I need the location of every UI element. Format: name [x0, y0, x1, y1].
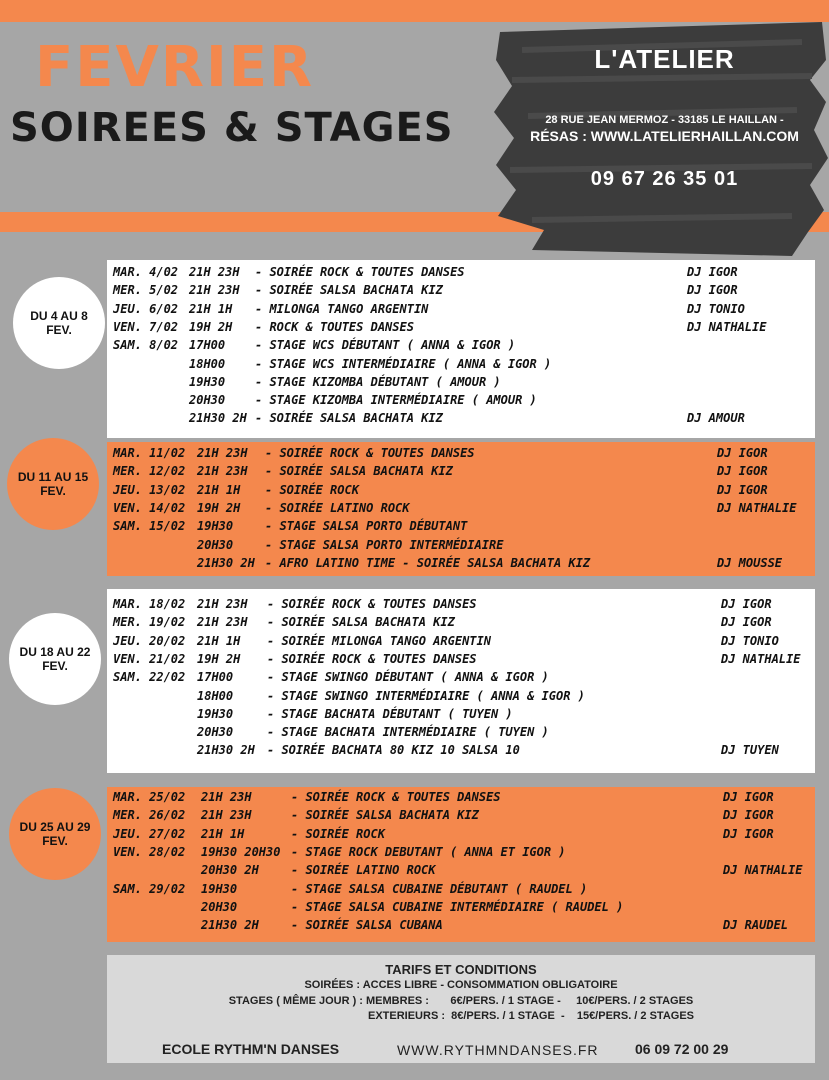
event-dj: DJ IGOR [721, 597, 772, 611]
event-dj: DJ IGOR [687, 283, 738, 298]
event-time: 18H00 [189, 356, 226, 371]
event-description: - STAGE SWINGO INTERMÉDIAIRE ( ANNA & IGOR ) [267, 688, 585, 703]
tarifs-stages-members: STAGES ( MÊME JOUR ) : MEMBRES : 6€/PERS. / 1 STAGE - 10€/PERS. / 2 STAGES [228, 995, 694, 1007]
event-description: - STAGE KIZOMBA INTERMÉDIAIRE ( AMOUR ) [255, 393, 537, 408]
event-day: SAM. 8/02 [113, 338, 179, 353]
event-time: 21H 23H [189, 265, 240, 279]
schedule-row [107, 462, 815, 480]
week-label-dates: DU 11 AU 15 [17, 470, 89, 484]
venue-booking-site[interactable]: RÉSAS : WWW.LATELIERHAILLAN.COM [530, 128, 799, 144]
event-dj: DJ RAUDEL [723, 918, 789, 933]
event-time: 21H 23H [189, 283, 240, 298]
week-label-month: FEV. [40, 484, 66, 498]
event-day: JEU. 20/02 [113, 633, 186, 648]
week-label-month: FEV. [46, 323, 72, 337]
event-time: 21H30 2H [197, 743, 255, 758]
event-dj: DJ TONIO [687, 301, 745, 316]
event-day: JEU. 27/02 [113, 826, 186, 841]
event-time: 19H 2H [189, 319, 233, 334]
event-time: 21H 23H [197, 464, 248, 479]
schedule-row [107, 281, 815, 299]
schedule-row [107, 898, 815, 916]
event-description: - STAGE SALSA PORTO DÉBUTANT [265, 519, 468, 534]
schedule-row [107, 668, 815, 686]
event-day: VEN. 28/02 [113, 844, 186, 859]
week-label-3 [9, 613, 101, 705]
venue-address: 28 RUE JEAN MERMOZ - 33185 LE HAILLAN - [545, 114, 784, 126]
event-time: 17H00 [197, 670, 234, 685]
event-description: - STAGE ROCK DEBUTANT ( ANNA ET IGOR ) [291, 844, 566, 859]
event-time: 21H 23H [201, 808, 252, 823]
event-dj: DJ TUYEN [721, 743, 779, 758]
event-description: - SOIRÉE ROCK & TOUTES DANSES [255, 265, 465, 279]
schedule-row [107, 444, 815, 462]
event-dj: DJ IGOR [717, 446, 768, 460]
week-label-month: FEV. [42, 834, 68, 848]
schedule-row [107, 536, 815, 554]
week-label-dates: DU 4 AU 8 [30, 309, 88, 323]
schedule-row [107, 336, 815, 354]
event-day: MER. 12/02 [113, 464, 186, 479]
event-day: SAM. 22/02 [113, 670, 186, 685]
event-dj: DJ IGOR [717, 464, 768, 479]
week-label-2 [7, 438, 99, 530]
event-time: 19H 2H [197, 500, 241, 515]
event-dj: DJ IGOR [723, 790, 774, 804]
event-dj: DJ IGOR [717, 482, 768, 497]
event-day: MER. 26/02 [113, 808, 186, 823]
event-description: - SOIRÉE SALSA BACHATA KIZ [255, 411, 443, 426]
event-description: - SOIRÉE LATINO ROCK [265, 500, 410, 515]
week-label-dates: DU 25 AU 29 [19, 820, 91, 834]
event-description: - STAGE BACHATA INTERMÉDIAIRE ( TUYEN ) [267, 725, 549, 740]
schedule-row [107, 825, 815, 843]
event-time: 19H 2H [197, 651, 241, 666]
event-description: - STAGE SALSA PORTO INTERMÉDIAIRE [265, 537, 504, 552]
event-time: 19H30 [189, 374, 226, 389]
event-day: MAR. 11/02 [113, 446, 186, 460]
schedule-row [107, 554, 815, 572]
event-day: VEN. 14/02 [113, 500, 186, 515]
schedule-row [107, 355, 815, 373]
schedule-row [107, 318, 815, 336]
event-description: - STAGE BACHATA DÉBUTANT ( TUYEN ) [267, 706, 513, 721]
event-dj: DJ IGOR [723, 826, 774, 841]
event-day: MAR. 18/02 [113, 597, 186, 611]
event-description: - STAGE SWINGO DÉBUTANT ( ANNA & IGOR ) [267, 670, 549, 685]
event-time: 21H 1H [197, 633, 241, 648]
event-time: 18H00 [197, 688, 234, 703]
event-description: - SOIRÉE ROCK & TOUTES DANSES [291, 790, 501, 804]
schedule-row [107, 517, 815, 535]
event-description: - SOIRÉE SALSA CUBANA [291, 918, 443, 933]
schedule-row [107, 409, 815, 427]
event-time: 21H 23H [201, 790, 252, 804]
week-label-4 [9, 788, 101, 880]
month-title: FEVRIER [35, 35, 315, 100]
schedule-row [107, 595, 815, 613]
event-time: 21H30 2H [197, 555, 255, 570]
schedule-row [107, 861, 815, 879]
event-day: JEU. 13/02 [113, 482, 186, 497]
event-description: - STAGE SALSA CUBAINE INTERMÉDIAIRE ( RAUDEL ) [291, 899, 624, 914]
event-description: - SOIRÉE ROCK & TOUTES DANSES [267, 597, 477, 611]
event-time: 21H 23H [197, 446, 248, 460]
event-time: 21H 23H [197, 597, 248, 611]
schedule-row [107, 788, 815, 806]
event-day: VEN. 21/02 [113, 651, 186, 666]
event-day: MER. 5/02 [113, 283, 179, 298]
schedule-row [107, 843, 815, 861]
schedule-row [107, 373, 815, 391]
school-website[interactable]: WWW.RYTHMNDANSES.FR [397, 1042, 599, 1058]
venue-name: L'ATELIER [594, 44, 735, 74]
event-time: 21H30 2H [189, 411, 247, 426]
event-dj: DJ NATHALIE [717, 500, 797, 515]
event-time: 19H30 [197, 519, 234, 534]
page-title: SOIREES & STAGES [10, 105, 454, 151]
event-description: - SOIRÉE ROCK [265, 482, 359, 497]
school-name: ECOLE RYTHM'N DANSES [162, 1041, 340, 1057]
schedule-row [107, 650, 815, 668]
event-dj: DJ IGOR [687, 265, 738, 279]
event-description: - STAGE WCS INTERMÉDIAIRE ( ANNA & IGOR ) [255, 356, 552, 371]
event-dj: DJ NATHALIE [723, 863, 803, 878]
event-description: - SOIRÉE MILONGA TANGO ARGENTIN [267, 633, 491, 648]
event-day: JEU. 6/02 [113, 301, 179, 316]
tarifs-panel [107, 955, 815, 1063]
schedule-row [107, 687, 815, 705]
event-description: - ROCK & TOUTES DANSES [255, 319, 414, 334]
event-time: 20H30 [201, 899, 238, 914]
event-description: - STAGE WCS DÉBUTANT ( ANNA & IGOR ) [255, 338, 516, 353]
event-description: - STAGE KIZOMBA DÉBUTANT ( AMOUR ) [255, 374, 501, 389]
event-time: 17H00 [189, 338, 226, 353]
venue-phone[interactable]: 09 67 26 35 01 [590, 168, 739, 190]
week-label-dates: DU 18 AU 22 [19, 645, 91, 659]
schedule-row [107, 263, 815, 281]
event-dj: DJ NATHALIE [721, 651, 801, 666]
schedule-row [107, 880, 815, 898]
event-description: - SOIRÉE LATINO ROCK [291, 863, 436, 878]
event-description: - MILONGA TANGO ARGENTIN [255, 301, 429, 316]
event-description: - AFRO LATINO TIME - SOIRÉE SALSA BACHATA KIZ [265, 555, 591, 570]
top-stripe [0, 0, 829, 22]
event-time: 21H 1H [201, 826, 245, 841]
schedule-row [107, 613, 815, 631]
event-time: 20H30 [197, 725, 234, 740]
event-time: 21H 1H [197, 482, 241, 497]
event-time: 21H 23H [197, 615, 248, 630]
schedule-row [107, 499, 815, 517]
event-time: 21H30 2H [201, 918, 259, 933]
event-day: MAR. 25/02 [113, 790, 186, 804]
event-time: 19H30 [197, 706, 234, 721]
event-time: 21H 1H [189, 301, 233, 316]
event-description: - SOIRÉE SALSA BACHATA KIZ [267, 615, 455, 630]
event-time: 19H30 20H30 [201, 844, 281, 859]
schedule-row [107, 705, 815, 723]
event-description: - SOIRÉE BACHATA 80 KIZ 10 SALSA 10 [267, 743, 520, 758]
event-description: - SOIRÉE ROCK & TOUTES DANSES [265, 446, 475, 460]
schedule-row [107, 723, 815, 741]
schedule-row [107, 741, 815, 759]
event-dj: DJ IGOR [723, 808, 774, 823]
tarifs-title: TARIFS ET CONDITIONS [385, 962, 537, 977]
event-time: 20H30 [189, 393, 226, 408]
event-dj: DJ NATHALIE [687, 319, 767, 334]
event-dj: DJ TONIO [721, 633, 779, 648]
tarifs-soirees: SOIRÉES : ACCES LIBRE - CONSOMMATION OBLIGATOIRE [304, 979, 618, 991]
event-time: 19H30 [201, 881, 238, 896]
week-label-month: FEV. [42, 659, 68, 673]
schedule-row [107, 632, 815, 650]
schedule-row [107, 916, 815, 934]
event-description: - SOIRÉE ROCK [291, 826, 385, 841]
schedule-row [107, 300, 815, 318]
event-time: 20H30 2H [201, 863, 259, 878]
schedule-row [107, 391, 815, 409]
event-description: - SOIRÉE SALSA BACHATA KIZ [291, 808, 479, 823]
event-description: - SOIRÉE SALSA BACHATA KIZ [265, 464, 453, 479]
event-day: SAM. 29/02 [113, 881, 186, 896]
event-description: - SOIRÉE SALSA BACHATA KIZ [255, 283, 443, 298]
event-dj: DJ MOUSSE [717, 555, 783, 570]
event-day: VEN. 7/02 [113, 319, 179, 334]
event-day: MER. 19/02 [113, 615, 186, 630]
event-description: - STAGE SALSA CUBAINE DÉBUTANT ( RAUDEL ) [291, 881, 588, 896]
schedule-row [107, 806, 815, 824]
week-label-1 [13, 277, 105, 369]
school-phone[interactable]: 06 09 72 00 29 [635, 1041, 729, 1057]
event-dj: DJ AMOUR [687, 411, 745, 426]
event-description: - SOIRÉE ROCK & TOUTES DANSES [267, 651, 477, 666]
event-dj: DJ IGOR [721, 615, 772, 630]
schedule-row [107, 481, 815, 499]
event-time: 20H30 [197, 537, 234, 552]
event-day: MAR. 4/02 [113, 265, 179, 279]
event-day: SAM. 15/02 [113, 519, 186, 534]
tarifs-stages-exterieurs: EXTERIEURS : 8€/PERS. / 1 STAGE - 15€/PERS. / 2 STAGES [367, 1010, 695, 1022]
